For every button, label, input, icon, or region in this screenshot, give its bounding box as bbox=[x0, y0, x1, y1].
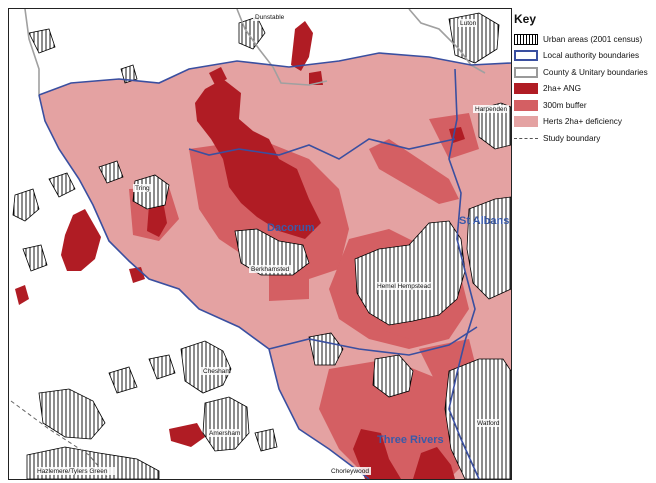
county-swatch bbox=[514, 67, 538, 78]
urban-amersham bbox=[203, 397, 249, 451]
key-title: Key bbox=[514, 12, 537, 26]
map-canvas bbox=[9, 9, 511, 479]
study-boundary-swatch bbox=[514, 138, 538, 139]
urban-chesham-west bbox=[39, 389, 105, 439]
map-key bbox=[514, 12, 654, 147]
urban-small-8 bbox=[255, 429, 277, 451]
district-label-three-rivers: Three Rivers bbox=[377, 434, 444, 446]
place-label-dunstable: Dunstable bbox=[255, 14, 285, 21]
key-item-ang bbox=[514, 81, 654, 98]
place-label-chorleywood: Chorleywood bbox=[331, 468, 369, 475]
place-label-tring: Tring bbox=[135, 185, 150, 192]
key-label-local-authority: Local authority boundaries bbox=[543, 51, 640, 61]
place-label-chesham: Chesham bbox=[203, 368, 231, 375]
urban-small-3 bbox=[49, 173, 75, 197]
deficiency-swatch bbox=[514, 116, 538, 127]
place-label-berkhamsted: Berkhamsted bbox=[251, 266, 290, 273]
key-item-deficiency bbox=[514, 114, 654, 131]
place-label-watford: Watford bbox=[477, 420, 500, 427]
key-label-county: County & Unitary boundaries bbox=[543, 67, 648, 77]
map-frame bbox=[8, 8, 512, 480]
urban-swatch bbox=[514, 34, 538, 45]
key-item-county bbox=[514, 64, 654, 81]
key-label-deficiency: Herts 2ha+ deficiency bbox=[543, 117, 622, 127]
key-item-urban bbox=[514, 31, 654, 48]
place-label-hemel-hempstead: Hemel Hempstead bbox=[377, 283, 431, 290]
district-label-st-albans: St Albans bbox=[459, 215, 510, 227]
urban-small-2 bbox=[13, 189, 39, 221]
place-label-harpenden: Harpenden bbox=[475, 106, 508, 113]
local-authority-swatch bbox=[514, 50, 538, 61]
place-label-amersham: Amersham bbox=[209, 430, 241, 437]
place-label-hazlemere: Hazlemere/Tylers Green bbox=[37, 468, 108, 475]
key-item-local-authority bbox=[514, 48, 654, 65]
urban-st-albans bbox=[467, 197, 511, 299]
buffer-swatch bbox=[514, 100, 538, 111]
urban-small-7 bbox=[109, 367, 137, 393]
key-item-study-boundary bbox=[514, 130, 654, 147]
key-label-buffer: 300m buffer bbox=[543, 100, 587, 110]
urban-small-6 bbox=[149, 355, 175, 379]
key-label-urban: Urban areas (2001 census) bbox=[543, 34, 643, 44]
key-label-ang: 2ha+ ANG bbox=[543, 84, 582, 94]
urban-small-5 bbox=[23, 245, 47, 271]
key-item-buffer bbox=[514, 97, 654, 114]
place-label-luton: Luton bbox=[460, 20, 477, 27]
ang-swatch bbox=[514, 83, 538, 94]
district-label-dacorum: Dacorum bbox=[267, 222, 315, 234]
key-label-study-boundary: Study boundary bbox=[543, 133, 601, 143]
